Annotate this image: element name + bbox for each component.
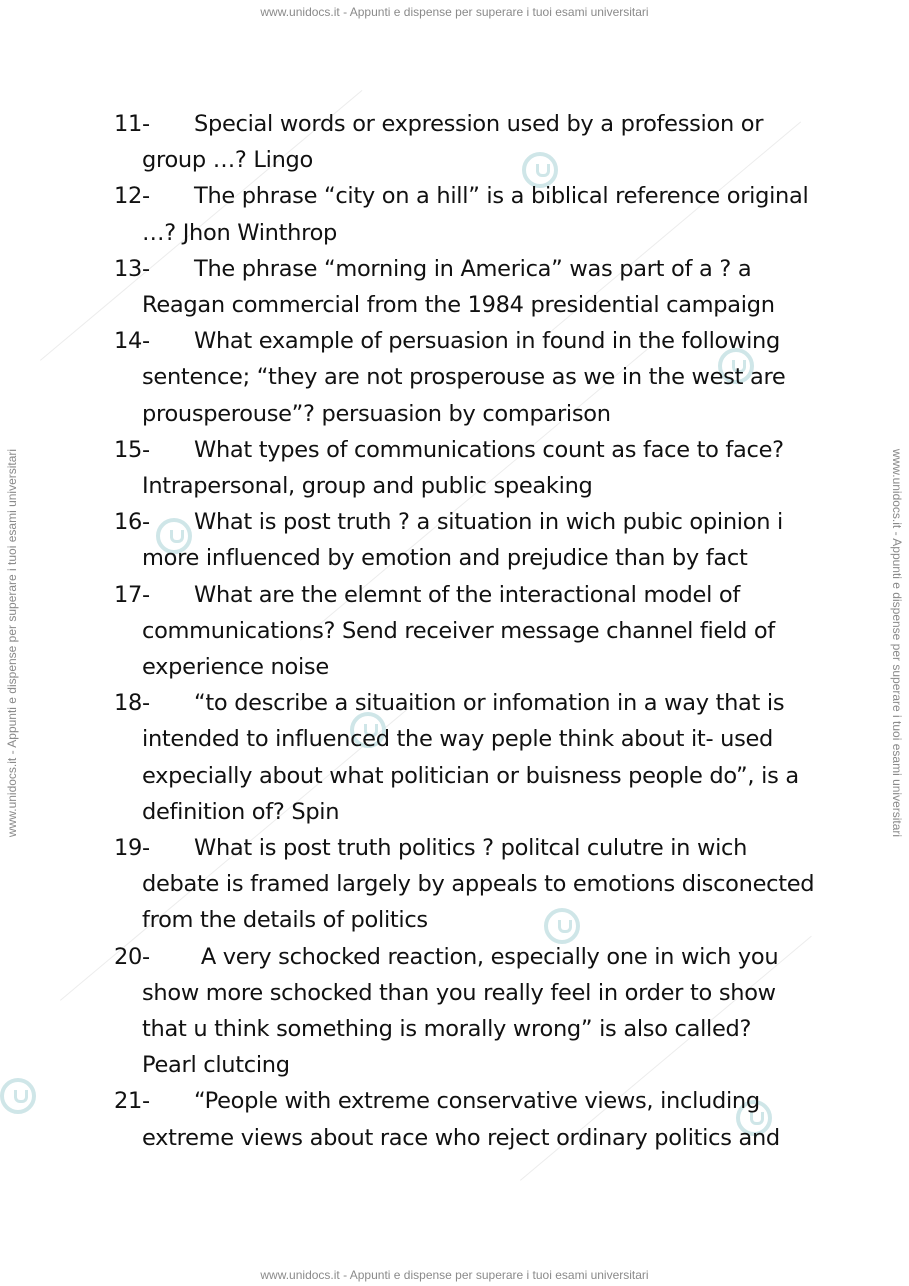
unidocs-logo-icon <box>0 1078 36 1114</box>
question-text: “People with extreme conservative views, including <box>194 1088 760 1115</box>
question-first-line <box>114 178 834 214</box>
watermark-left: www.unidocs.it - Appunti e dispense per superare i tuoi esami universitari <box>5 448 19 838</box>
question-text: What types of communications count as face to face? <box>194 436 784 463</box>
question-item <box>114 830 834 939</box>
question-text: “to describe a situaition or infomation in a way that is <box>194 690 785 717</box>
question-first-line <box>114 577 834 613</box>
question-continuation-line: more influenced by emotion and prejudice than by fact <box>142 545 748 572</box>
question-item <box>114 251 834 323</box>
question-first-line <box>114 323 834 359</box>
watermark-top: www.unidocs.it - Appunti e dispense per superare i tuoi esami universitari <box>260 5 649 19</box>
question-number: 12- <box>114 183 150 210</box>
question-text: The phrase “city on a hill” is a biblical reference original <box>194 183 809 210</box>
question-number: 11- <box>114 111 150 137</box>
question-continuation-line: extreme views about race who reject ordinary politics and <box>142 1124 780 1151</box>
question-continuation-line: show more schocked than you really feel in order to show <box>142 979 776 1006</box>
question-continuation-line: Pearl clutcing <box>142 1052 290 1079</box>
question-first-line <box>114 504 834 540</box>
question-item <box>114 577 834 686</box>
question-text: What is post truth politics ? politcal culutre in wich <box>194 835 748 862</box>
question-first-line <box>114 830 834 866</box>
question-continuation-line: group …? Lingo <box>142 147 313 174</box>
question-first-line <box>114 106 834 142</box>
question-number: 16- <box>114 509 150 536</box>
question-first-line <box>114 251 834 287</box>
question-continuation-line: from the details of politics <box>142 907 428 934</box>
question-number: 18- <box>114 690 150 717</box>
question-continuation-line: experience noise <box>142 654 329 681</box>
question-continuation-line: …? Jhon Winthrop <box>142 219 338 246</box>
question-item <box>114 432 834 504</box>
question-number: 14- <box>114 328 150 355</box>
question-first-line <box>114 432 834 468</box>
question-number: 19- <box>114 835 150 862</box>
question-item <box>114 504 834 576</box>
question-continuation-line: intended to influenced the way peple think about it- used <box>142 726 774 753</box>
question-text: Special words or expression used by a profession or <box>194 111 764 137</box>
question-item <box>114 685 834 830</box>
question-first-line <box>114 685 834 721</box>
question-text: A very schocked reaction, especially one in wich you <box>194 943 779 970</box>
question-text: What is post truth ? a situation in wich pubic opinion i <box>194 509 783 536</box>
question-continuation-line: debate is framed largely by appeals to emotions disconected <box>142 871 815 898</box>
question-continuation-line: Reagan commercial from the 1984 presidential campaign <box>142 292 775 319</box>
question-item <box>114 106 834 178</box>
question-continuation-line: definition of? Spin <box>142 798 340 825</box>
question-item <box>114 178 834 250</box>
question-continuation-line: that u think something is morally wrong” is also called? <box>142 1016 752 1043</box>
question-number: 21- <box>114 1088 150 1115</box>
question-number: 17- <box>114 581 150 608</box>
question-text: The phrase “morning in America” was part of a ? a <box>194 255 752 282</box>
watermark-right: www.unidocs.it - Appunti e dispense per superare i tuoi esami universitari <box>890 448 904 838</box>
question-list <box>114 106 834 1156</box>
question-item <box>114 323 834 432</box>
question-continuation-line: sentence; “they are not prosperouse as we in the west are <box>142 364 786 391</box>
question-item <box>114 939 834 1084</box>
question-number: 20- <box>114 943 150 970</box>
watermark-bottom: www.unidocs.it - Appunti e dispense per superare i tuoi esami universitari <box>260 1268 649 1282</box>
question-continuation-line: Intrapersonal, group and public speaking <box>142 473 593 500</box>
question-first-line <box>114 1083 834 1119</box>
question-continuation-line: expecially about what politician or buisness people do”, is a <box>142 762 799 789</box>
question-first-line <box>114 939 834 975</box>
question-item <box>114 1083 834 1155</box>
question-number: 13- <box>114 255 150 282</box>
question-text: What example of persuasion in found in the following <box>194 328 781 355</box>
question-continuation-line: prousperouse”? persuasion by comparison <box>142 400 611 427</box>
question-continuation-line: communications? Send receiver message channel field of <box>142 617 775 644</box>
question-text: What are the elemnt of the interactional model of <box>194 581 740 608</box>
question-number: 15- <box>114 436 150 463</box>
